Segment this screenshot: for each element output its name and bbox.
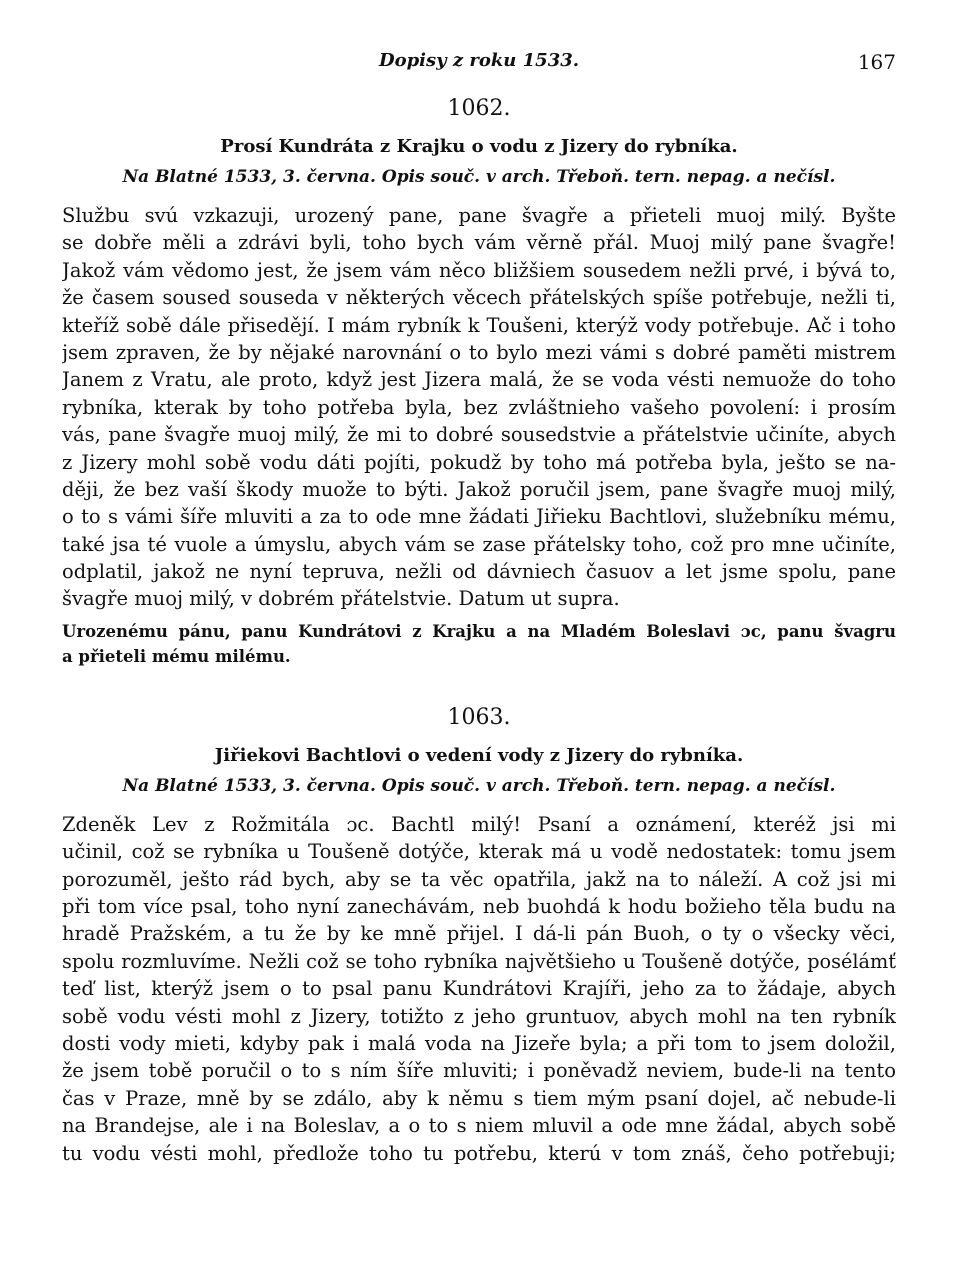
body-line: také jsa té vuole a úmyslu, abych vám se zase přátelsky toho, což pro mne učiníte, bbox=[62, 532, 896, 556]
document-1062 bbox=[62, 94, 896, 669]
book-page bbox=[62, 44, 896, 1167]
body-line: se dobře měli a zdrávi byli, toho bych vám věrně přál. Muoj milý pane švagře! bbox=[62, 231, 896, 255]
body-line: spolu rozmluvíme. Nežli což se toho rybníka najvětšieho u Toušeně dotýče, posélámť bbox=[62, 949, 896, 973]
body-line: že časem soused souseda v některých věcech přátelských spíše potřebuje, nežli ti, bbox=[62, 286, 896, 310]
letter-address bbox=[62, 619, 896, 669]
running-title: Dopisy z roku 1533. bbox=[378, 50, 580, 71]
body-line: ději, že bez vaší škody muože to býti. Jakož poručil jsem, pane švagře muoj milý, bbox=[62, 477, 896, 501]
body-line: hradě Pražském, a tu že by ke mně přijel. I dá-li pán Buoh, o ty o všecky věci, bbox=[62, 922, 896, 946]
body-line: o to s vámi šíře mluviti a za to ode mne žádati Jiřieku Bachtlovi, služebníku mému, bbox=[62, 505, 896, 529]
address-line: a přieteli mému milému. bbox=[62, 646, 291, 666]
document-title: Prosí Kundráta z Krajku o vodu z Jizery do rybníka. bbox=[220, 136, 738, 157]
body-line: učinil, což se rybníka u Toušeně dotýče, kterak má u vodě nedostatek: tomu jsem bbox=[62, 840, 896, 864]
body-line: jsem zpraven, že by nějaké narovnání o to bylo mezi vámi s dobré paměti mistrem bbox=[62, 340, 896, 364]
address-line: Urozenému pánu, panu Kundrátovi z Krajku a na Mladém Boleslavi ɔc, panu švagru bbox=[62, 621, 896, 641]
body-line: Janem z Vratu, ale proto, když jest Jizera malá, že se voda vésti nemuože do toho bbox=[62, 368, 896, 392]
document-body bbox=[62, 811, 896, 1167]
body-line: porozuměl, ješto rád bych, aby se ta věc opatřila, jakž na to náleží. A což jsi mi bbox=[62, 867, 896, 891]
document-number: 1062. bbox=[447, 96, 511, 121]
body-line: na Brandejse, ale i na Boleslav, a o to s niem mluvil a ode mne žádal, abych sobě bbox=[62, 1114, 896, 1138]
body-line: Zdeněk Lev z Rožmitála ɔc. Bachtl milý! Psaní a oznámení, kteréž jsi mi bbox=[62, 812, 896, 836]
body-line: při tom více psal, toho nyní zanechávám, neb buohdá k hodu božieho těla budu na bbox=[62, 895, 896, 919]
document-number: 1063. bbox=[447, 704, 511, 730]
document-1063 bbox=[62, 703, 896, 1167]
body-line: vás, pane švagře muoj milý, že mi to dobré sousedstvie a přátelstvie učiníte, abych bbox=[62, 423, 896, 447]
document-source-note: Na Blatné 1533, 3. června. Opis souč. v arch. Třeboň. tern. nepag. a nečísl. bbox=[122, 775, 836, 796]
body-line: rybníka, kterak by toho potřeba byla, bez zvláštnieho vašeho povolení: i prosím bbox=[62, 395, 896, 419]
body-line: čas v Praze, mně by se zdálo, aby k němu s tiem mým psaní dojel, ač nebude-li bbox=[62, 1086, 896, 1110]
body-line: odplatil, jakož ne nyní tepruva, nežli od dávniech časuov a let jsme spolu, pane bbox=[62, 560, 896, 584]
body-line: švagře muoj milý, v dobrém přátelstvie. Datum ut supra. bbox=[62, 587, 620, 611]
document-title: Jiřiekovi Bachtlovi o vedení vody z Jizery do rybníka. bbox=[214, 744, 744, 766]
body-line: že jsem tobě poručil o to s ním šíře mluviti; i poněvadž neviem, bude-li na tento bbox=[62, 1059, 896, 1083]
body-line: dosti vody mieti, kdyby pak i malá voda na Jizeře byla; a při tom to jsem doložil, bbox=[62, 1031, 896, 1055]
running-head bbox=[62, 44, 896, 80]
body-line: teď list, kterýž jsem o to psal panu Kundrátovi Krajíři, jeho za to žádaje, abych bbox=[62, 977, 896, 1001]
page-number: 167 bbox=[857, 50, 896, 74]
body-line: tu vodu vésti mohl, předlože toho tu potřebu, kterú v tom znáš, čeho potřebuji; bbox=[62, 1141, 896, 1165]
body-line: z Jizery mohl sobě vodu dáti pojíti, pokudž by toho má potřeba byla, ješto se na- bbox=[62, 450, 896, 474]
body-line: kteříž sobě dále přisedějí. I mám rybník k Toušeni, kterýž vody potřebuje. Ač i toho bbox=[62, 313, 896, 337]
body-line: sobě vodu vésti mohl z Jizery, totižto z jeho gruntuov, abych mohl na ten rybník bbox=[62, 1004, 896, 1028]
document-body bbox=[62, 202, 896, 613]
body-line: Službu svú vzkazuji, urozený pane, pane švagře a přieteli muoj milý. Byšte bbox=[62, 204, 896, 227]
section-gap bbox=[62, 669, 896, 689]
document-source-note: Na Blatné 1533, 3. června. Opis souč. v arch. Třeboň. tern. nepag. a nečísl. bbox=[122, 167, 836, 187]
body-line: Jakož vám vědomo jest, že jsem vám něco bližšiem sousedem nežli prvé, i bývá to, bbox=[62, 258, 896, 282]
